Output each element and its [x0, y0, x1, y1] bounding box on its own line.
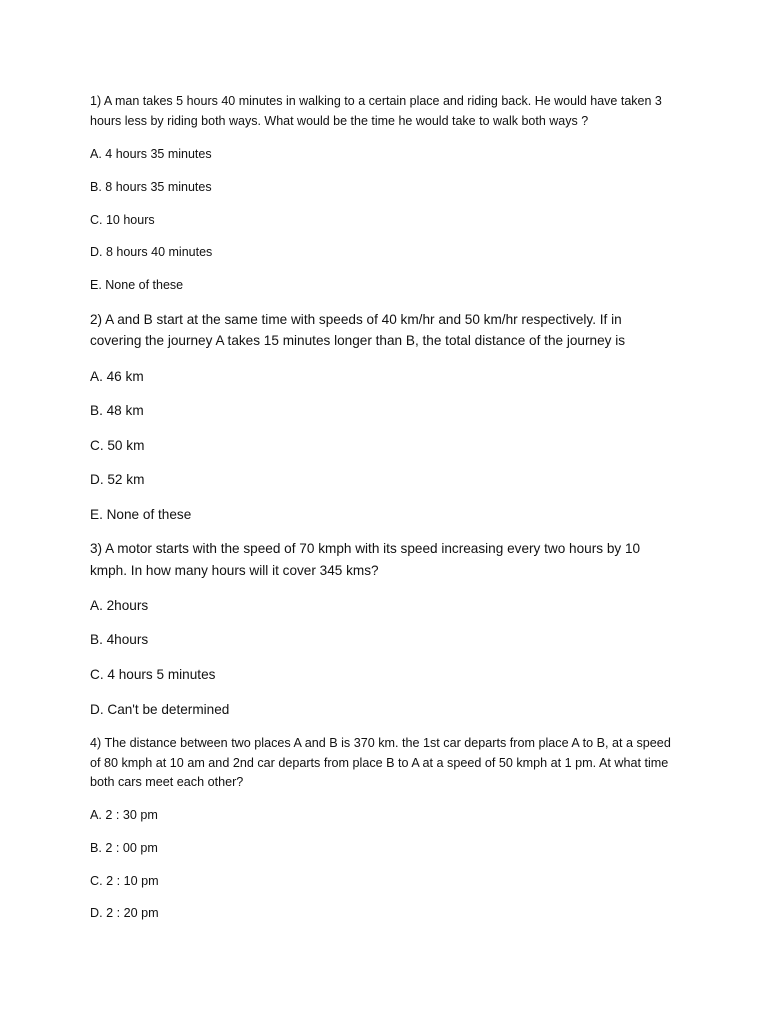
question-3-stem-line-1: 3) A motor starts with the speed of 70 kmph with its speed increasing every two hours by 10 — [90, 541, 641, 556]
question-3-stem-line-2: kmph. In how many hours will it cover 345 kms? — [90, 563, 379, 578]
question-4-option-c: C. 2 : 10 pm — [90, 874, 159, 888]
question-4-option-d: D. 2 : 20 pm — [90, 906, 159, 920]
question-1-stem-line-2: hours less by riding both ways. What would be the time he would take to walk both ways ? — [90, 114, 589, 128]
question-1-option-d: D. 8 hours 40 minutes — [90, 245, 213, 259]
question-4-stem-line-2: of 80 kmph at 10 am and 2nd car departs from place B to A at a speed of 50 kmph at 1 pm. At what time — [90, 756, 669, 770]
question-3-option-c: C. 4 hours 5 minutes — [90, 667, 216, 682]
question-1-option-c: C. 10 hours — [90, 213, 155, 227]
question-2-option-b: B. 48 km — [90, 403, 144, 418]
question-1-option-e: E. None of these — [90, 278, 184, 292]
question-2-option-c: C. 50 km — [90, 438, 145, 453]
question-1-option-a: A. 4 hours 35 minutes — [90, 147, 212, 161]
question-4-option-b: B. 2 : 00 pm — [90, 841, 158, 855]
question-4-option-a: A. 2 : 30 pm — [90, 808, 158, 822]
question-2-option-a: A. 46 km — [90, 369, 144, 384]
question-4-stem-line-3: both cars meet each other? — [90, 775, 244, 789]
question-3-option-a: A. 2hours — [90, 598, 149, 613]
question-1-stem-line-1: 1) A man takes 5 hours 40 minutes in walking to a certain place and riding back. He would have taken 3 — [90, 94, 662, 108]
question-2-option-d: D. 52 km — [90, 472, 145, 487]
question-1-option-b: B. 8 hours 35 minutes — [90, 180, 212, 194]
question-4-stem-line-1: 4) The distance between two places A and B is 370 km. the 1st car departs from place A to B, at a speed — [90, 736, 671, 750]
question-2-option-e: E. None of these — [90, 507, 192, 522]
question-2-stem-line-1: 2) A and B start at the same time with speeds of 40 km/hr and 50 km/hr respectively. If in — [90, 312, 622, 327]
question-2-stem-line-2: covering the journey A takes 15 minutes longer than B, the total distance of the journey is — [90, 333, 626, 348]
question-3-option-d: D. Can't be determined — [90, 702, 230, 717]
question-3-option-b: B. 4hours — [90, 632, 149, 647]
